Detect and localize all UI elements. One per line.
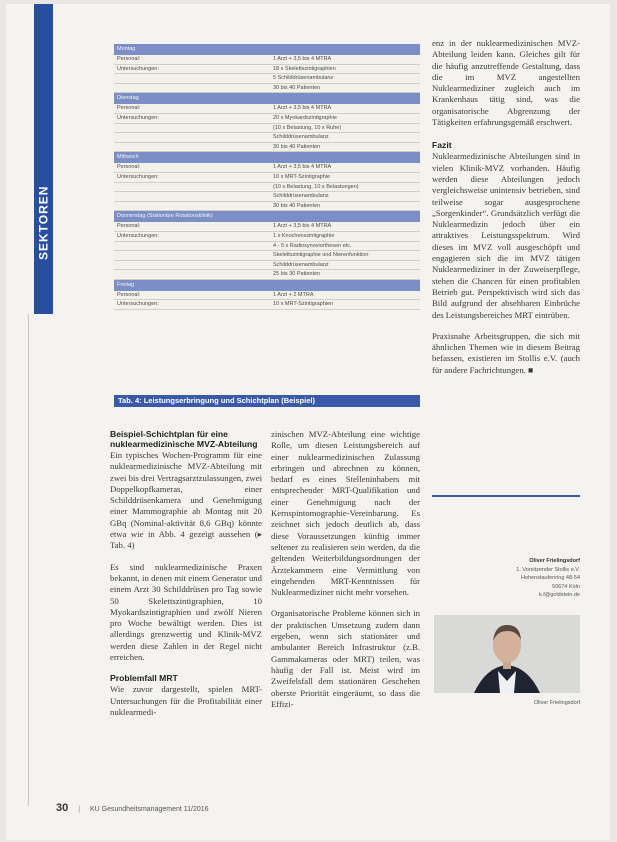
row-label [117, 134, 273, 141]
table-caption: Tab. 4: Leistungserbringung und Schichtplan (Beispiel) [114, 395, 420, 407]
paragraph: Praxisnahe Arbeitsgruppen, die sich mit ähnlichen Themen wie in diesem Beitrag befassen, existieren im Stollis e.V. (auch für andere Fachrichtungen. ■ [432, 330, 580, 375]
row-label: Untersuchungen: [117, 114, 159, 121]
table-row [114, 242, 420, 252]
author-name: Oliver Frielingsdorf [529, 558, 580, 564]
paragraph: Nuklearmedizinische Abteilungen sind in vielen Klinik-MVZ vorhanden. Häufig werden diese Abteilungen jedoch vergleichsweise unintensiv betrieben, sind teilweise sogar ausgesprochene „Sorgenkinder“. Grundsätzlich verfügt die Nuklearmedizin jedoch über ein attraktives Leistungsspektrum. Wird dieses im MVZ voll ausgeschöpft und engagieren sich die im MVZ tätigen Nuklearmediziner in der Zuweiserpflege, stehen die Chancen für einen profitablen Betrieb gut. Perspektivisch wird sich das Bild aufgrund der absehbaren Einbrüche des Leistungsbereiches MRT eintrüben. [432, 151, 580, 320]
row-value: Skelettszintigraphie und Nierenfunktion [273, 252, 369, 259]
table-row [114, 143, 420, 153]
table-day-header: Freitag [114, 280, 420, 291]
row-label [117, 243, 273, 250]
row-label [117, 262, 273, 269]
author-box [440, 557, 580, 600]
paragraph: zinischen MVZ-Abteilung eine wichtige Rolle, um diesen Leistungsbereich auf einer nuklearmedizinischen Zulassung erbringen und abrechnen zu können, bedarf es eines Stelleninhabers mit entsprechender MRT-Qualifikation und einer Genehmigung nach der Kernspintomographie-Vereinbarung. Es zeichnet sich jedoch deutlich ab, dass diese Voraussetzungen künftig immer seltener zu realisieren sein werden, da die geltenden Weiterbildungsordnungen der Ärztekammern eine Vermittlung von eingehenden MRT-Kenntnissen für Nuklearmediziner nicht mehr vorsehen. [271, 429, 420, 598]
row-label: Personal: [117, 223, 141, 230]
paragraph: Es sind nuklearmedizinische Praxen bekannt, in denen mit einem Generator und einem Arzt 30 Schilddrüsen pro Tag sowie 50 Skelettszintigraphien, 10 Myokardszintigraphien und zwölf Nieren pro Woche bewältigt werden. Dies ist allerdings grenzwertig und Klinik-MVZ werden diese Zahlen in der Regel nicht erreichen. [110, 561, 262, 663]
footer-separator: | [78, 806, 81, 813]
row-label [117, 75, 273, 82]
row-value: 18 x Skelettszintigraphien [273, 65, 336, 72]
table-row [114, 261, 420, 271]
table-row [114, 222, 420, 232]
row-label [117, 85, 273, 92]
table-day-header: Dienstag [114, 93, 420, 104]
table-row [114, 291, 420, 301]
row-value: (10 x Belastung, 10 x Belastungen) [273, 183, 359, 190]
paragraph: enz in der nuklearmedizinischen MVZ-Abteilung leiden kann. Gleiches gilt für die häufig anzutreffende Gestaltung, dass die im MVZ angestellten Nuklearmediziner zugleich auch im Krankenhaus tätig sind, was die organisatorische Abgrenzung der Tätigkeiten erfahrungsgemäß erschwert. [432, 38, 580, 128]
row-label: Untersuchungen: [117, 65, 159, 72]
section-heading: Problemfall MRT [110, 673, 178, 684]
row-value: 30 bis 40 Patienten [273, 84, 321, 91]
table-row [114, 270, 420, 280]
row-value: 1 Arzt + 3,5 bis 4 MTRA [273, 56, 332, 62]
author-email: k.f@goldstein.de [538, 592, 580, 598]
table-row [114, 202, 420, 212]
row-label [117, 125, 273, 132]
paragraph: Wie zuvor dargestellt, spielen MRT-Untersuchungen für die Profitabilität einer nuklearmedi- [110, 684, 262, 717]
row-value: 10 x MRT-Szintigraphie [273, 173, 331, 180]
table-row [114, 192, 420, 202]
table-row [114, 300, 420, 310]
author-line: 1. Vorsitzender Stollis e.V. [516, 566, 580, 573]
table-day-header: Montag [114, 44, 420, 55]
section-heading: Fazit [432, 140, 452, 151]
row-label [117, 203, 273, 210]
author-line: 50674 Köln [552, 583, 580, 590]
row-value: 1 Arzt + 2 MTRA [273, 291, 314, 298]
page-number: 30 [56, 802, 69, 814]
row-value: Schilddrüsenambulanz [273, 261, 329, 268]
photo-caption: Oliver Frielingsdorf [533, 700, 580, 706]
table-day-header: Donnerstag (Stationäre Rotationsklinik) [114, 211, 420, 222]
page-footer [56, 802, 209, 814]
row-label [117, 271, 273, 278]
row-value: 20 x Myokardszintigraphie [273, 114, 337, 121]
row-value: 5 Schilddrüsenambulanz [273, 75, 334, 82]
schedule-table [114, 44, 420, 310]
row-value: 1 x Knochenszintigraphie [273, 232, 335, 239]
row-value: 30 bis 40 Patienten [273, 202, 321, 209]
row-label: Personal: [117, 105, 141, 112]
row-label [117, 144, 273, 151]
section-label: SEKTOREN [36, 185, 51, 261]
author-divider [432, 495, 580, 497]
row-label [117, 193, 273, 200]
table-day-header: Mittwoch [114, 152, 420, 163]
row-value: 25 bis 30 Patienten [273, 271, 321, 278]
row-label [117, 252, 273, 259]
row-label: Untersuchungen: [117, 232, 159, 239]
table-row [114, 55, 420, 65]
author-line: Hohenstaufenring 48-54 [520, 575, 580, 581]
article-column-3 [432, 38, 580, 386]
section-heading: Beispiel-Schichtplan für eine nuklearmedizinische MVZ-Abteilung [110, 429, 258, 449]
row-label: Untersuchungen: [117, 173, 159, 180]
row-value: 10 x MRT-Szintigraphien [273, 301, 334, 308]
side-rule [28, 314, 29, 806]
table-row [114, 84, 420, 94]
table-row [114, 114, 420, 124]
journal-name: KU Gesundheitsmanagement 11/2016 [89, 806, 209, 813]
paragraph: Organisatorische Probleme können sich in der praktischen Umsetzung zudem dann ergeben, wenn sich stationärer und ambulanter Bereich Infrastruktur (z.B. Gammakameras oder MRT) teilen, was häufig der Fall ist. Meist wird im Zweifelsfall dem stationären Geschehen oberste Priorität eingeräumt, so dass die Effizi- [271, 608, 420, 709]
row-label [117, 184, 273, 191]
row-value: 30 bis 40 Patienten [273, 143, 321, 150]
row-label: Personal: [117, 56, 141, 62]
table-row [114, 173, 420, 183]
row-value: 1 Arzt + 3,5 bis 4 MTRA [273, 105, 332, 112]
table-row [114, 124, 420, 134]
row-value: 1 Arzt + 3,5 bis 4 MTRA [273, 223, 332, 230]
table-row [114, 74, 420, 84]
row-value: (10 x Belastung, 10 x Ruhe) [273, 124, 342, 131]
table-row [114, 133, 420, 143]
table-row [114, 104, 420, 114]
section-sidebar [34, 4, 53, 314]
row-value: 4 - 5 x Radiosynoviorthesen etc. [273, 242, 352, 249]
row-value: 1 Arzt + 3,5 bis 4 MTRA [273, 164, 332, 171]
table-row [114, 183, 420, 193]
article-column-2 [271, 429, 420, 720]
paragraph: Ein typisches Wochen-Programm für eine nuklearmedizinische MVZ-Abteilung mit zwei bis drei Vertragsarztzulassungen, zwei Doppelkopfkameras, einer Schilddrüsenkamera und Genehmigung einer Mammographie ab Montag mit 20 GBq (Nominal-aktivität 8,6 GBq) könnte etwa wie in Abb. 4 gezeigt aussehen (▸ Tab. 4) [110, 450, 262, 551]
row-label: Untersuchungen: [117, 301, 159, 308]
row-label: Personal: [117, 291, 141, 298]
article-column-1 [110, 429, 262, 728]
table-row [114, 251, 420, 261]
table-row [114, 163, 420, 173]
table-row [114, 232, 420, 242]
table-row [114, 65, 420, 75]
portrait-image [434, 615, 580, 693]
row-value: Schilddrüsenambulanz [273, 193, 329, 200]
author-photo [434, 615, 580, 693]
row-label: Personal: [117, 164, 141, 171]
row-value: Schilddrüsenambulanz [273, 134, 329, 141]
